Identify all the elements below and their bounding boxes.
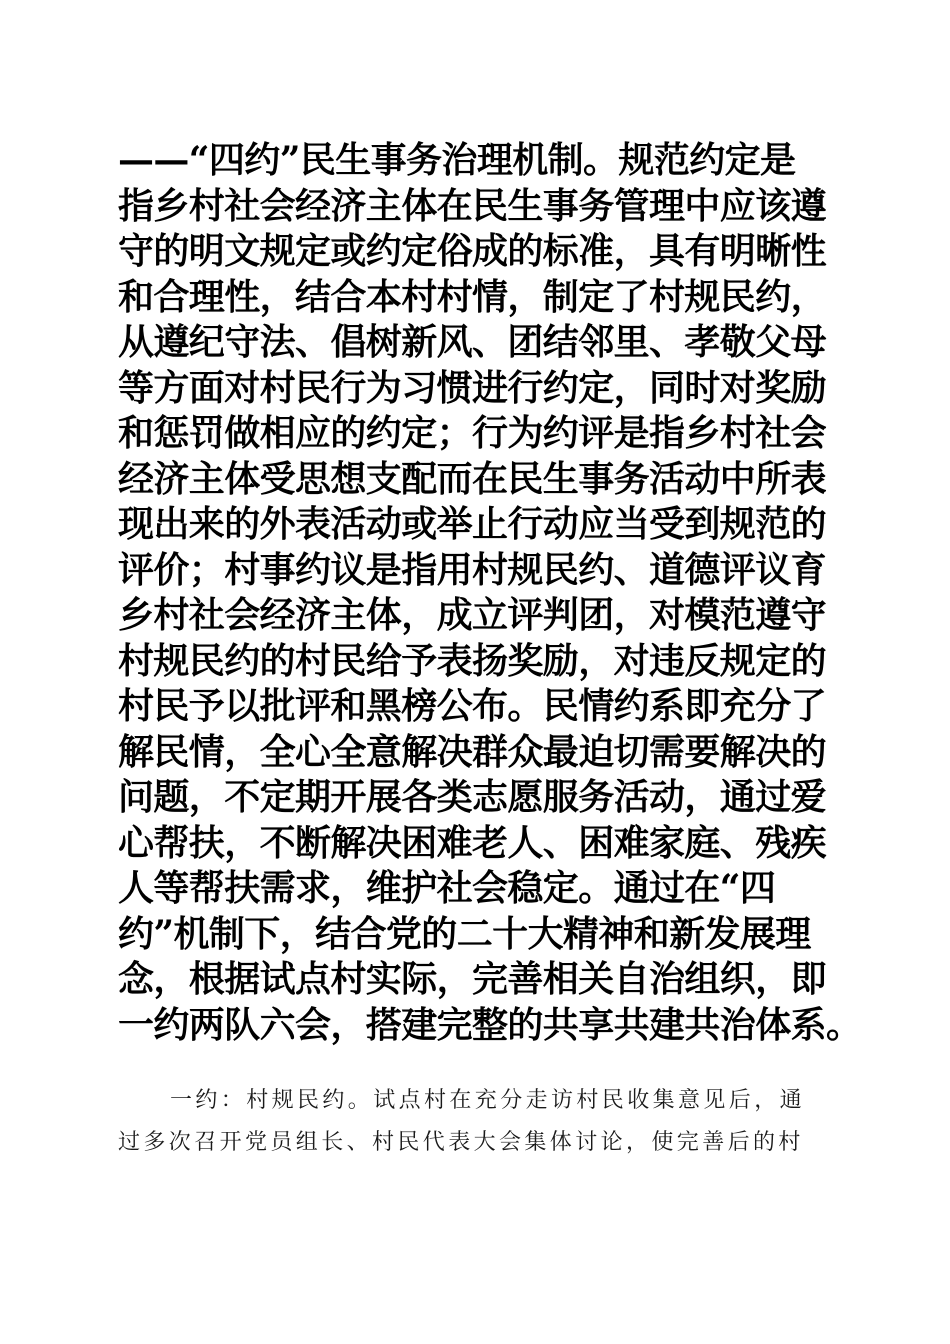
paragraph-line: 一约两队六会，搭建完整的共享共建共治体系。 [118, 1003, 862, 1046]
paragraph-line: 守的明文规定或约定俗成的标准，具有明晰性 [118, 230, 827, 272]
paragraph-line: 人等帮扶需求，维护社会稳定。通过在“四 [118, 867, 776, 909]
paragraph-line: 现出来的外表活动或举止行动应当受到规范的 [118, 503, 827, 545]
paragraph-line: 过多次召开党员组长、村民代表大会集体讨论，使完善后的村 [118, 1130, 804, 1155]
paragraph-line: 解民情，全心全意解决群众最迫切需要解决的 [118, 730, 827, 773]
paragraph-line: 评价；村事约议是指用村规民约、道德评议育 [118, 548, 827, 591]
bold-paragraph [118, 138, 862, 1048]
paragraph-line: 和合理性，结合本村村情，制定了村规民约， [118, 275, 827, 318]
paragraph-line: 一约：村规民约。试点村在充分走访村民收集意见后，通 [170, 1088, 806, 1113]
paragraph-line: 从遵纪守法、倡树新风、团结邻里、孝敬父母 [118, 321, 827, 363]
paragraph-line: 约”机制下，结合党的二十大精神和新发展理 [118, 912, 811, 955]
paragraph-line: 村民予以批评和黑榜公布。民情约系即充分了 [118, 685, 827, 727]
paragraph-line: 经济主体受思想支配而在民生事务活动中所表 [118, 457, 827, 500]
paragraph-line: 等方面对村民行为习惯进行约定，同时对奖励 [118, 366, 827, 409]
paragraph-line: 心帮扶，不断解决困难老人、困难家庭、残疾 [118, 821, 827, 864]
paragraph-line: 和惩罚做相应的约定；行为约评是指乡村社会 [118, 412, 827, 454]
paragraph-line: ——“四约”民生事务治理机制。规范约定是 [118, 139, 796, 181]
paragraph-line: 念，根据试点村实际，完善相关自治组织，即 [118, 958, 827, 1000]
paragraph-line: 问题，不定期开展各类志愿服务活动，通过爱 [118, 776, 827, 818]
paragraph-line: 乡村社会经济主体，成立评判团，对模范遵守 [118, 594, 827, 636]
regular-paragraph [118, 1080, 848, 1164]
paragraph-line: 指乡村社会经济主体在民生事务管理中应该遵 [118, 184, 827, 227]
paragraph-line: 村规民约的村民给予表扬奖励，对违反规定的 [118, 639, 827, 682]
